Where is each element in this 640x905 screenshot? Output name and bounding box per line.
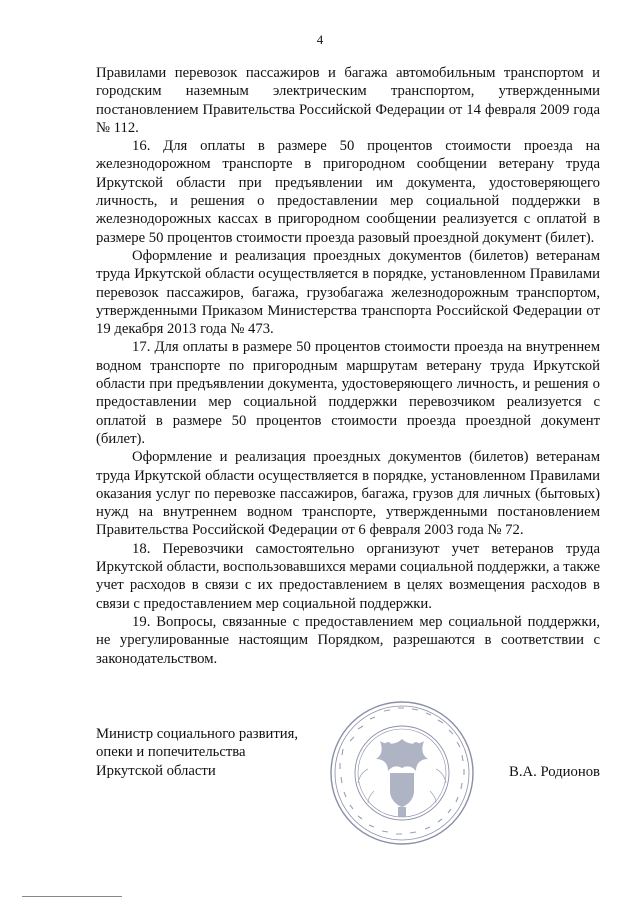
paragraph-19: 19. Вопросы, связанные с предоставлением мер социальной поддержки, не урегулированные настоящим Порядком, разрешаются в соответствии с законодательством. [96, 613, 600, 667]
signatory-title [96, 725, 298, 780]
paragraph-16-registration: Оформление и реализация проездных документов (билетов) ветеранам труда Иркутской области осуществляется в порядке, установленном Правилами перевозок пассажиров, багажа, грузобагажа железнодорожным транспортом, утвержденными Приказом Министерства транспорта Российской Федерации от 19 декабря 2013 года № 473. [96, 247, 600, 338]
paragraph-17: 17. Для оплаты в размере 50 процентов стоимости проезда на внутреннем водном транспорте по пригородным маршрутам ветерану труда Иркутской области при предъявлении документа, удостоверяющего личность, и решения о предоставлении мер социальной поддержки перевозчиком реализуется с оплатой в размере 50 процентов стоимости проезда проездной документ (билет). [96, 339, 600, 447]
page-number: 4 [316, 32, 324, 47]
signatory-name: В.А. Родионов [509, 764, 600, 780]
signatory-title-line: Министр социального развития, [96, 726, 299, 742]
paragraph-17-registration: Оформление и реализация проездных документов (билетов) ветеранам труда Иркутской области осуществляется в порядке, установленном Правилами оказания услуг по перевозке пассажиров, багажа, грузов для личных (бытовых) нужд на внутреннем водном транспорте, утвержденными постановлением Правительства Российской Федерации от 6 февраля 2003 года № 72. [96, 449, 600, 539]
paragraph-continuation: Правилами перевозок пассажиров и багажа автомобильным транспортом и городским наземным электрическим транспортом, утвержденными постановлением Правительства Российской Федерации от 14 февраля 2009 года № 112. [96, 65, 600, 136]
paragraph-18: 18. Перевозчики самостоятельно организуют учет ветеранов труда Иркутской области, воспользовавшихся мерами социальной поддержки, а также учет расходов в связи с их предоставлением в целях возмещения расходов в связи с предоставлением мер социальной поддержки. [96, 540, 600, 612]
signatory-title-line: опеки и попечительства [96, 744, 246, 761]
signatory-title-line: Иркутской области [96, 762, 216, 779]
footer-divider [22, 896, 122, 897]
document-body [96, 64, 600, 668]
paragraph-16: 16. Для оплаты в размере 50 процентов стоимости проезда на железнодорожном транспорте в пригородном сообщении ветерану труда Иркутской области при предъявлении им документа, удостоверяющего личность, и решения о предоставлении мер социальной поддержки в железнодорожных кассах в пригородном сообщении реализуется с оплатой в размере 50 процентов стоимости проезда разовый проездной документ (билет). [96, 138, 600, 246]
signature-block [96, 725, 600, 835]
official-seal-icon [328, 699, 476, 847]
